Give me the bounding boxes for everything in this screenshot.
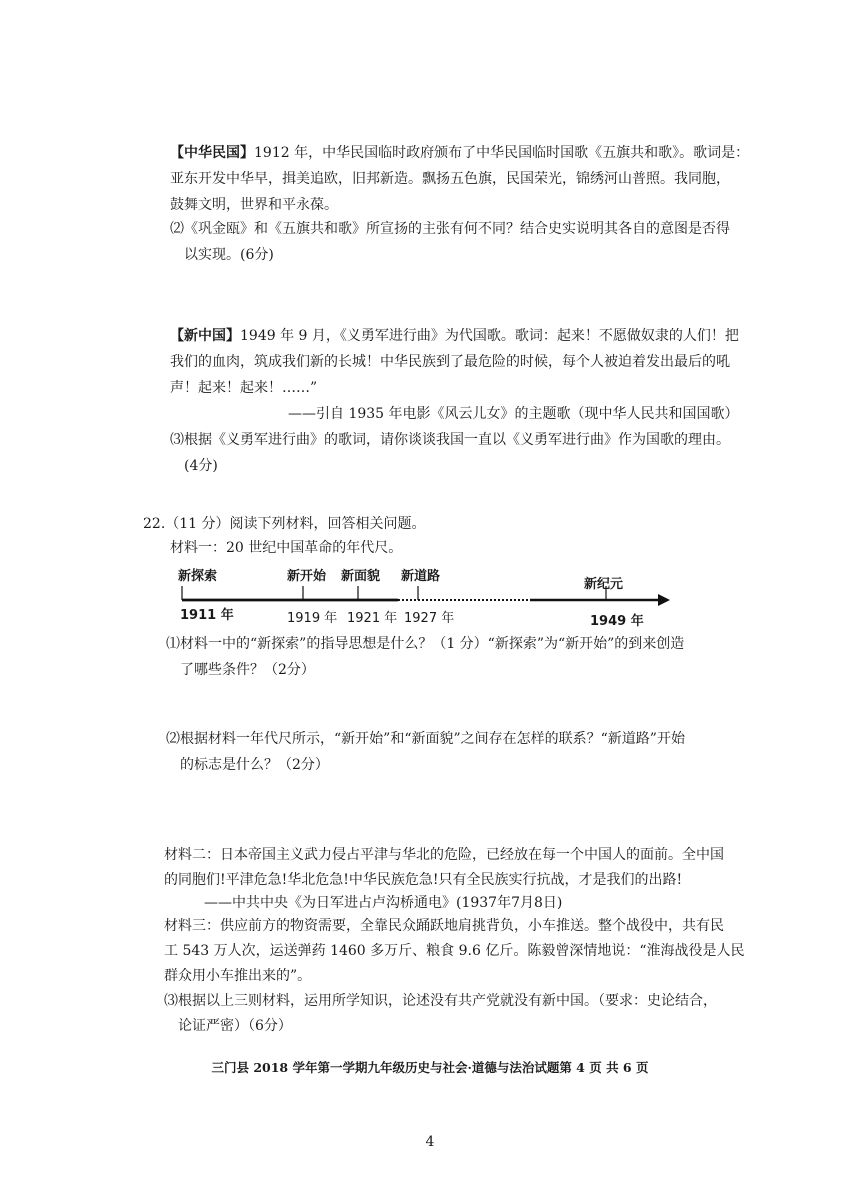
question-2-1-line-2: 以实现。(6分) bbox=[184, 247, 274, 263]
q22-header-text: 22.（11 分）阅读下列材料，回答相关问题。 bbox=[143, 516, 426, 532]
roc-line-1-text: 1912 年，中华民国临时政府颁布了中华民国临时国歌《五旗共和歌》。歌词是： bbox=[254, 145, 750, 161]
prc-section bbox=[170, 326, 739, 476]
roc-line-3: 鼓舞文明，世界和平永葆。 bbox=[170, 197, 338, 213]
q22-3-line-2: 论证严密）（6分） bbox=[178, 1018, 292, 1034]
timeline-label-xinjiyuan: 新纪元 bbox=[584, 577, 624, 592]
timeline-label-xinkaishi: 新开始 bbox=[287, 569, 327, 584]
prc-line-1-text: 1949 年 9 月，《义勇军进行曲》为代国歌。歌词：起来！不愿做奴隶的人们！把 bbox=[240, 328, 739, 344]
material-2-line-1: 材料二：日本帝国主义武力侵占平津与华北的危险，已经放在每一个中国人的面前。全中国 bbox=[164, 847, 724, 863]
timeline-year-1927: 1927 年 bbox=[404, 611, 455, 626]
timeline-label-xintansuo: 新探索 bbox=[178, 569, 218, 584]
material-3-line-3: 群众用小车推出来的”。 bbox=[164, 968, 312, 984]
material-3-line-1: 材料三：供应前方的物资需要，全靠民众踊跃地肩挑背负，小车推送。整个战役中，共有民 bbox=[164, 918, 724, 934]
material-1 bbox=[170, 538, 402, 558]
question-2-1-line-1: ⑵《巩金瓯》和《五旗共和歌》所宣扬的主张有何不同？结合史实说明其各自的意图是否得 bbox=[170, 221, 730, 237]
materials-2-3 bbox=[164, 845, 744, 1036]
prc-source: ——引自 1935 年电影《风云儿女》的主题歌（现中华人民共和国国歌） bbox=[288, 406, 739, 422]
material-3-line-2: 工 543 万人次，运送弹药 1460 多万斤、粮食 9.6 亿斤。陈毅曾深情地说：“淮海战役是人民 bbox=[164, 943, 745, 959]
prc-line-2: 我们的血肉，筑成我们新的长城！中华民族到了最危险的时候，每个人被迫着发出最后的吼 bbox=[170, 354, 730, 370]
q22-2-line-1: ⑵根据材料一年代尺所示，“新开始”和“新面貌”之间存在怎样的联系？“新道路”开始 bbox=[166, 731, 685, 747]
roc-tag: 【中华民国】 bbox=[170, 145, 254, 161]
timeline-label-xinmianmao: 新面貌 bbox=[341, 569, 381, 584]
prc-tag: 【新中国】 bbox=[170, 328, 240, 344]
timeline-year-1921: 1921 年 bbox=[347, 611, 398, 626]
timeline-year-1911: 1911 年 bbox=[180, 608, 234, 623]
timeline-arrowhead bbox=[658, 594, 670, 606]
question-3-1-line-1: ⑶根据《义勇军进行曲》的歌词，请你谈谈我国一直以《义勇军进行曲》作为国歌的理由。 bbox=[170, 432, 730, 448]
q22-3-line-1: ⑶根据以上三则材料，运用所学知识，论述没有共产党就没有新中国。（要求：史论结合， bbox=[164, 993, 717, 1009]
page-footer: 三门县 2018 学年第一学期九年级历史与社会·道德与法治试题第 4 页 共 6 页 bbox=[211, 1060, 649, 1075]
roc-line-1 bbox=[170, 143, 749, 163]
material-2-line-2: 的同胞们!平津危急!华北危急!中华民族危急!只有全民族实行抗战，才是我们的出路! bbox=[164, 872, 683, 888]
q22-1-line-2: 了哪些条件？（2分） bbox=[180, 662, 315, 678]
roc-line-2: 亚东开发中华早，揖美追欧，旧邦新造。飘扬五色旗，民国荣光，锦绣河山普照。我同胞， bbox=[170, 171, 730, 187]
roc-section bbox=[170, 143, 749, 265]
prc-line-1 bbox=[170, 326, 739, 346]
question-3-1-line-2: (4分) bbox=[184, 458, 218, 474]
question-22-header bbox=[143, 514, 426, 534]
question-22-2 bbox=[166, 729, 685, 775]
timeline-year-1949: 1949 年 bbox=[590, 614, 644, 629]
question-22-1 bbox=[166, 634, 684, 680]
prc-line-3: 声！起来！起来！……” bbox=[170, 380, 318, 396]
material-2-source: ——中共中央《为日军进占卢沟桥通电》(1937年7月8日) bbox=[204, 895, 563, 911]
q22-1-line-1: ⑴材料一中的“新探索”的指导思想是什么？（1 分）“新探索”为“新开始”的到来创造 bbox=[166, 636, 685, 652]
timeline-year-1919: 1919 年 bbox=[287, 611, 338, 626]
page-number: 4 bbox=[425, 1134, 435, 1150]
q22-2-line-2: 的标志是什么？（2分） bbox=[180, 757, 329, 773]
timeline-label-xindaolu: 新道路 bbox=[401, 569, 441, 584]
material-1-text: 材料一：20 世纪中国革命的年代尺。 bbox=[170, 540, 403, 556]
